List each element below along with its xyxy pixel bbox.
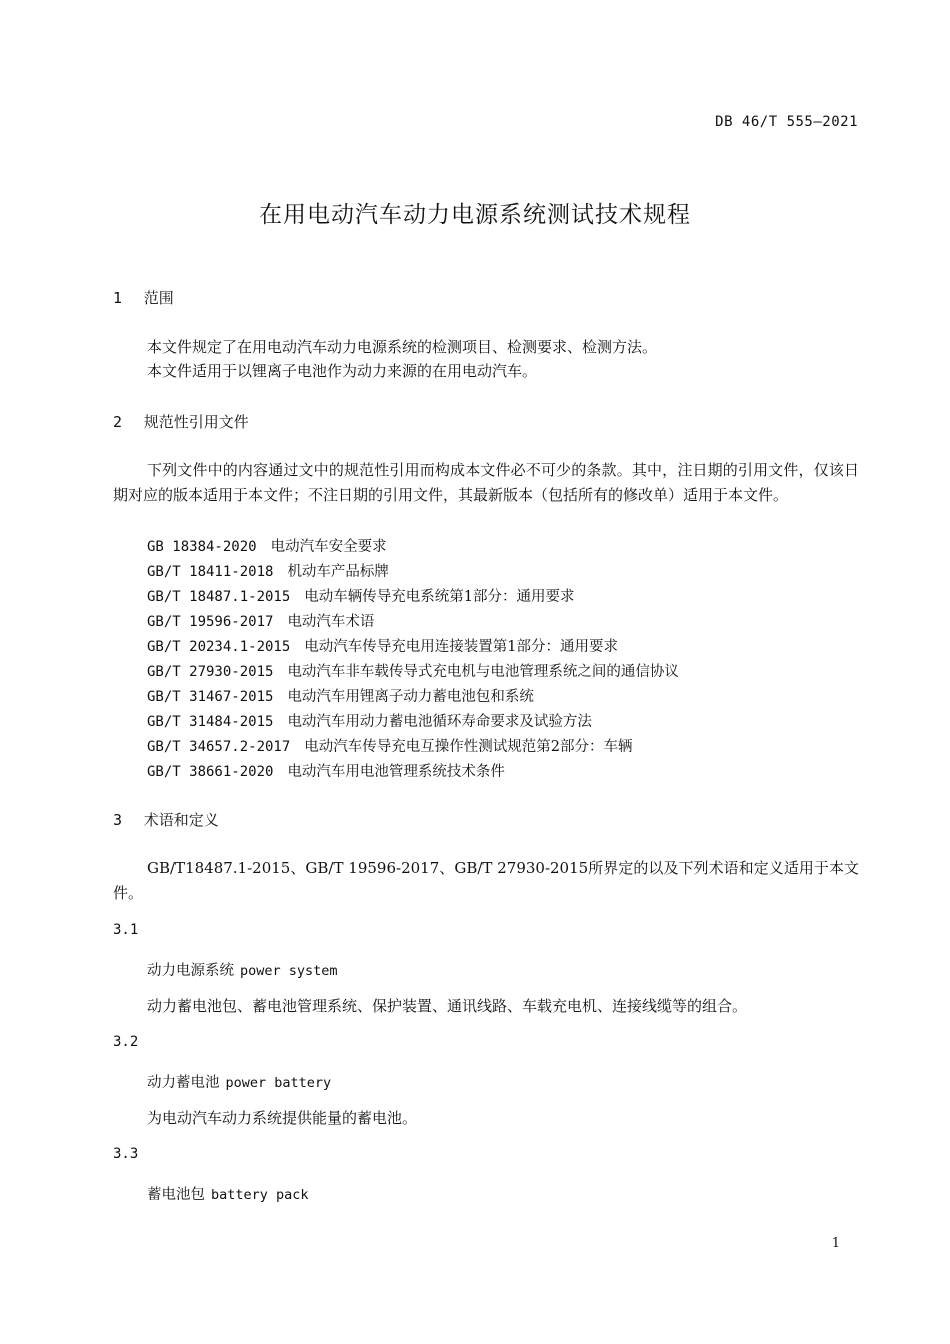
section-title: 术语和定义 [143, 811, 219, 829]
section-number: 1 [113, 289, 123, 307]
reference-item [147, 635, 618, 656]
term-entry [147, 959, 338, 980]
reference-title: 电动汽车传导充电互操作性测试规范第2部分：车辆 [304, 739, 633, 755]
reference-code: GB/T 18487.1-2015 [147, 589, 291, 605]
references-intro [113, 458, 859, 508]
section-title: 范围 [143, 289, 174, 307]
term-english: battery pack [211, 1187, 309, 1203]
reference-code: GB/T 18411-2018 [147, 564, 274, 580]
reference-title: 电动汽车用动力蓄电池循环寿命要求及试验方法 [287, 714, 592, 730]
reference-code: GB/T 34657.2-2017 [147, 739, 291, 755]
term-english: power battery [225, 1075, 332, 1091]
reference-item [147, 735, 633, 756]
reference-title: 电动汽车安全要求 [270, 539, 387, 555]
reference-title: 电动汽车术语 [287, 614, 375, 630]
section-number: 2 [113, 413, 123, 431]
term-entry [147, 1071, 331, 1092]
reference-item [147, 660, 679, 681]
document-code: DB 46/T 555—2021 [715, 114, 858, 130]
reference-code: GB/T 31467-2015 [147, 689, 274, 705]
reference-code: GB/T 19596-2017 [147, 614, 274, 630]
reference-code: GB 18384-2020 [147, 539, 257, 555]
terms-intro [113, 856, 859, 906]
reference-code: GB/T 20234.1-2015 [147, 639, 291, 655]
section-2-heading [113, 411, 249, 432]
reference-item [147, 585, 575, 606]
section-1-heading [113, 287, 174, 308]
reference-title: 电动汽车非车载传导式充电机与电池管理系统之间的通信协议 [287, 664, 679, 680]
reference-title: 电动汽车用锂离子动力蓄电池包和系统 [287, 689, 534, 705]
term-chinese: 蓄电池包 [147, 1187, 205, 1203]
references-intro-text: 下列文件中的内容通过文中的规范性引用而构成本文件必不可少的条款。其中，注日期的引用文件，仅该日期对应的版本适用于本文件；不注日期的引用文件，其最新版本（包括所有的修改单）适用于本文件。 [113, 461, 859, 504]
section-title: 规范性引用文件 [143, 413, 249, 431]
reference-code: GB/T 27930-2015 [147, 664, 274, 680]
term-definition: 为电动汽车动力系统提供能量的蓄电池。 [147, 1109, 418, 1127]
scope-paragraph-2: 本文件适用于以锂离子电池作为动力来源的在用电动汽车。 [147, 362, 538, 380]
term-chinese: 动力电源系统 [147, 963, 234, 979]
term-entry [147, 1183, 309, 1204]
section-3-heading [113, 809, 219, 830]
clause-number: 3.1 [113, 922, 139, 938]
reference-item [147, 685, 534, 706]
document-title: 在用电动汽车动力电源系统测试技术规程 [259, 202, 691, 228]
reference-item [147, 710, 592, 731]
term-definition: 动力蓄电池包、蓄电池管理系统、保护装置、通讯线路、车载充电机、连接线缆等的组合。 [147, 997, 748, 1015]
scope-paragraph-1: 本文件规定了在用电动汽车动力电源系统的检测项目、检测要求、检测方法。 [147, 338, 658, 356]
reference-title: 电动汽车用电池管理系统技术条件 [287, 764, 505, 780]
section-number: 3 [113, 811, 123, 829]
reference-code: GB/T 31484-2015 [147, 714, 274, 730]
reference-title: 机动车产品标牌 [287, 564, 389, 580]
reference-title: 电动车辆传导充电系统第1部分：通用要求 [304, 589, 575, 605]
reference-item [147, 760, 505, 781]
term-english: power system [240, 963, 338, 979]
reference-title: 电动汽车传导充电用连接装置第1部分：通用要求 [304, 639, 619, 655]
reference-code: GB/T 38661-2020 [147, 764, 274, 780]
reference-item [147, 560, 389, 581]
clause-number: 3.2 [113, 1034, 139, 1050]
page-number: 1 [831, 1236, 840, 1251]
clause-number: 3.3 [113, 1146, 139, 1162]
term-chinese: 动力蓄电池 [147, 1075, 220, 1091]
reference-item [147, 610, 374, 631]
reference-item [147, 535, 387, 556]
terms-intro-text: GB/T18487.1-2015、GB/T 19596-2017、GB/T 27930-2015所界定的以及下列术语和定义适用于本文件。 [113, 859, 859, 902]
